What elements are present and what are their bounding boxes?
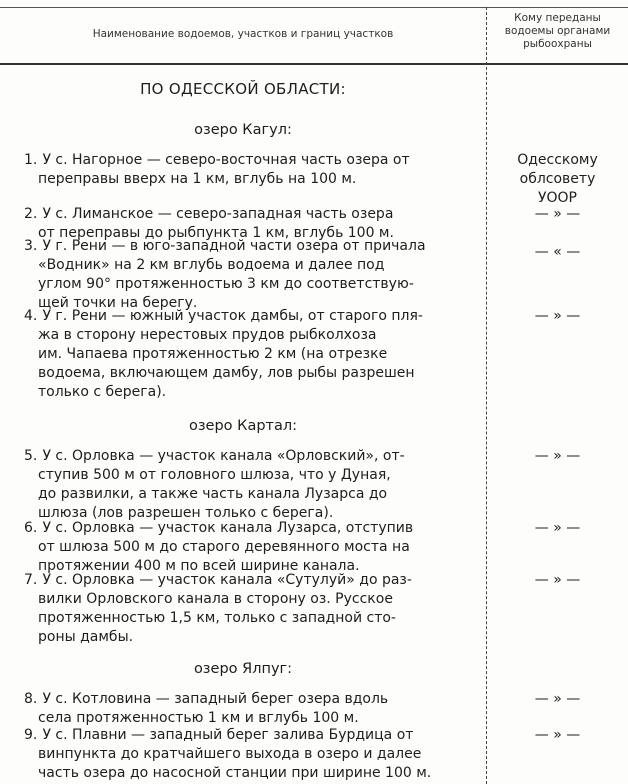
table-top-rule (0, 7, 628, 8)
entry-text-line: им. Чапаева протяженностью 2 км (на отрезке (38, 346, 388, 362)
entry-text-line: У г. Рени — в юго-западной части озера от причала (42, 238, 426, 254)
entry-4 (24, 307, 476, 402)
assignee-line: — » — (534, 727, 581, 743)
entry-5 (24, 447, 476, 523)
entry-text-line: У с. Нагорное — северо-восточная часть озера от (42, 152, 410, 168)
region-title: ПО ОДЕССКОЙ ОБЛАСТИ: (140, 80, 346, 98)
entry-9 (24, 726, 476, 783)
assignee-cell-7 (487, 571, 628, 590)
assignee-cell-3 (487, 243, 628, 262)
lake-heading-kartal: озеро Картал: (188, 418, 298, 434)
entry-text-line: шлюза (лов разрешен только с берега). (38, 505, 334, 521)
column-header-right-line: водоемы органами (504, 25, 611, 37)
assignee-cell-9 (487, 726, 628, 745)
entry-number: 4. (24, 308, 38, 324)
entry-text-line: У с. Орловка — участок канала «Орловский», от- (42, 448, 405, 464)
assignee-line: — » — (534, 206, 581, 222)
entry-text-line: «Водник» на 2 км вглубь водоема и далее под (38, 257, 385, 273)
entry-text-line: роны дамбы. (38, 629, 134, 645)
assignee-line: УООР (537, 190, 577, 206)
entry-text-line: села протяженностью 1 км и вглубь 100 м. (38, 710, 359, 726)
entry-number: 9. (24, 727, 38, 743)
entry-number: 8. (24, 691, 38, 707)
entry-text-line: переправы вверх на 1 км, вглубь на 100 м. (38, 171, 357, 187)
lake-heading-kagul: озеро Кагул: (194, 122, 292, 138)
entry-text-line: от переправы до рыбпункта 1 км, вглубь 100 м. (38, 225, 394, 241)
entry-number: 7. (24, 572, 38, 588)
entry-number: 1. (24, 152, 38, 168)
entry-text-line: У г. Рени — южный участок дамбы, от старого пля- (42, 308, 423, 324)
entry-number: 2. (24, 206, 38, 222)
column-header-right-line: Кому переданы (514, 12, 601, 24)
table-header-rule (0, 63, 628, 65)
entry-text-line: У с. Орловка — участок канала «Сутулуй» до раз- (42, 572, 412, 588)
column-header-left: Наименование водоемов, участков и границ участков (92, 28, 394, 40)
entry-text-line: У с. Орловка — участок канала Лузарса, отступив (42, 520, 414, 536)
entry-text-line: винпункта до кратчайшего выхода в озеро и далее (38, 746, 422, 762)
lake-heading-yalpug: озеро Ялпуг: (193, 661, 293, 677)
assignee-line: — » — (534, 520, 581, 536)
entry-3 (24, 237, 476, 313)
column-header-right (487, 12, 628, 51)
assignee-cell-5 (487, 447, 628, 466)
assignee-line: облсовету (519, 171, 596, 187)
assignee-line: — » — (534, 308, 581, 324)
entry-text-line: от шлюза 500 м до старого деревянного моста на (38, 539, 410, 555)
entry-number: 6. (24, 520, 38, 536)
assignee-line: — » — (534, 448, 581, 464)
entry-text-line: углом 90° протяженностью 3 км до соответствую- (38, 276, 414, 292)
entry-8 (24, 690, 476, 728)
entry-text-line: до развилки, а также часть канала Лузарса до (38, 486, 388, 502)
assignee-line: — » — (534, 691, 581, 707)
assignee-cell-6 (487, 519, 628, 538)
entry-text-line: часть озера до насосной станции при ширине 100 м. (38, 765, 432, 781)
assignee-line: Одесскому (517, 152, 598, 168)
entry-text-line: вилки Орловского канала в сторону оз. Русское (38, 591, 393, 607)
entry-text-line: ступив 500 м от головного шлюза, что у Дуная, (38, 467, 391, 483)
assignee-line: — « — (534, 244, 581, 260)
entry-text-line: водоема, включающем дамбу, лов рыбы разрешен (38, 365, 415, 381)
entry-text-line: У с. Котловина — западный берег озера вдоль (42, 691, 389, 707)
entry-text-line: щей точки на берегу. (38, 295, 198, 311)
entry-text-line: У с. Лиманское — северо-западная часть озера (42, 206, 394, 222)
column-header-right-line: рыбоохраны (523, 38, 592, 50)
entry-text-line: У с. Плавни — западный берег залива Бурдица от (42, 727, 414, 743)
entry-text-line: протяженностью 1,5 км, только с западной сто- (38, 610, 396, 626)
entry-1 (24, 151, 476, 189)
assignee-cell-4 (487, 307, 628, 326)
entry-text-line: только с берега). (38, 384, 167, 400)
entry-text-line: жа в сторону нерестовых прудов рыбколхоза (38, 327, 377, 343)
assignee-cell-2 (487, 205, 628, 224)
assignee-cell-1 (487, 151, 628, 208)
assignee-line: — » — (534, 572, 581, 588)
entry-7 (24, 571, 476, 647)
entry-number: 5. (24, 448, 38, 464)
column-divider (486, 7, 488, 784)
assignee-cell-8 (487, 690, 628, 709)
entry-number: 3. (24, 238, 38, 254)
entry-text-line: протяжении 400 м по всей ширине канала. (38, 558, 360, 574)
entry-6 (24, 519, 476, 576)
